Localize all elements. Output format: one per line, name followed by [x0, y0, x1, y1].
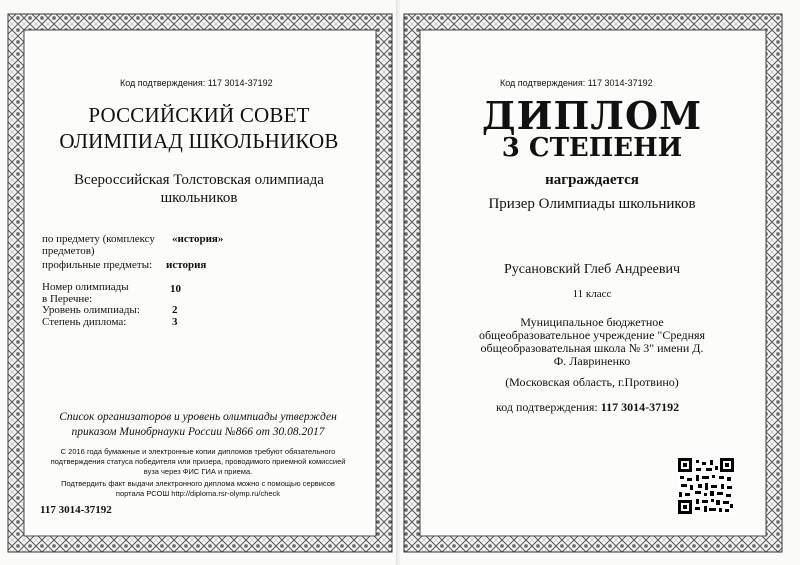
- olympiad-number-label-line2: в Перечне:: [42, 293, 93, 305]
- right-code-label: код подтверждения:: [496, 400, 598, 414]
- right-confirmation-code: Код подтверждения: 117 3014-37192: [500, 78, 653, 88]
- awarded-label: награждается: [545, 172, 639, 188]
- recipient-grade: 11 класс: [572, 288, 612, 300]
- info-note-line2: подтверждения статуса победителя или призера, проводимого приемной комиссией: [50, 457, 346, 466]
- school-line3: общеобразовательная школа № 3" имени Д.: [480, 341, 704, 355]
- council-title-line1: РОССИЙСКИЙ СОВЕТ: [88, 103, 310, 127]
- right-code-value: 117 3014-37192: [600, 400, 680, 414]
- school-line4: Ф. Лавриненко: [553, 354, 631, 368]
- prize-winner-label: Призер Олимпиады школьников: [488, 196, 696, 212]
- info-note-line5: портала РСОШ http://diploma.rsr-olymp.ru/check: [115, 489, 281, 498]
- info-note-line3: вуза через ФИС ГИА и приема.: [143, 467, 253, 476]
- profile-label: профильные предметы:: [42, 259, 153, 271]
- left-page: [0, 0, 398, 565]
- olympiad-name-line2: школьников: [160, 190, 238, 206]
- school-line1: Муниципальное бюджетное: [520, 315, 664, 329]
- right-page: [400, 0, 800, 565]
- olympiad-level-label: Уровень олимпиады:: [42, 304, 140, 316]
- right-code-row: [496, 400, 679, 415]
- diploma-degree-label: Степень диплома:: [42, 316, 127, 328]
- olympiad-number-value: 10: [170, 283, 181, 295]
- council-title-line2: ОЛИМПИАД ШКОЛЬНИКОВ: [59, 129, 339, 153]
- subject-label-line2: предметов): [42, 245, 95, 257]
- organizers-note-line2: приказом Минобрнауки России №866 от 30.08.2017: [71, 426, 325, 438]
- info-note-line4: Подтвердить факт выдачи электронного диплома можно с помощью сервисов: [61, 479, 335, 488]
- qr-code-icon: [678, 458, 734, 514]
- olympiad-name-line1: Всероссийская Толстовская олимпиада: [74, 172, 324, 188]
- left-bottom-code: 117 3014-37192: [40, 504, 112, 516]
- subject-label-line1: по предмету (комплексу: [42, 233, 155, 245]
- olympiad-number-label-line1: Номер олимпиады: [42, 281, 129, 293]
- diploma-degree-value: 3: [172, 316, 178, 328]
- school-region: (Московская область, г.Протвино): [505, 375, 679, 389]
- organizers-note-line1: Список организаторов и уровень олимпиады утвержден: [59, 411, 337, 423]
- info-note-line1: С 2016 года бумажные и электронные копии дипломов требуют обязательного: [60, 447, 336, 456]
- profile-value: история: [166, 259, 207, 271]
- subject-value: «история»: [172, 233, 224, 245]
- recipient-name: Русановский Глеб Андреевич: [503, 262, 681, 277]
- diploma-degree-title: 3 СТЕПЕНИ: [501, 133, 683, 163]
- diploma-title: ДИПЛОМ: [481, 93, 703, 138]
- school-line2: общеобразовательное учреждение "Средняя: [478, 328, 706, 342]
- left-confirmation-code: Код подтверждения: 117 3014-37192: [120, 78, 273, 88]
- olympiad-level-value: 2: [172, 304, 178, 316]
